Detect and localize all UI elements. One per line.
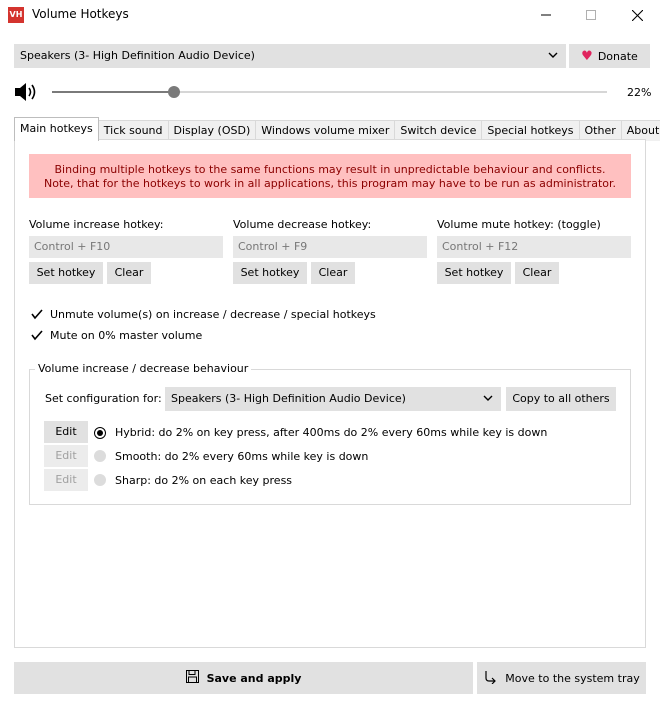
volume-increase-set-hotkey-button[interactable]: Set hotkey	[29, 262, 103, 284]
window-title: Volume Hotkeys	[32, 7, 129, 21]
device-dropdown-value: Speakers (3- High Definition Audio Device)	[20, 49, 255, 62]
volume-increase-clear-button[interactable]: Clear	[107, 262, 151, 284]
config-device-dropdown[interactable]	[165, 387, 501, 411]
hybrid-label: Hybrid: do 2% on key press, after 400ms do 2% every 60ms while key is down	[115, 426, 548, 439]
copy-to-all-others-button[interactable]: Copy to all others	[506, 387, 616, 411]
save-and-apply-button[interactable]	[14, 662, 473, 694]
mute-on-zero-checkbox[interactable]	[30, 328, 202, 342]
tab-windows-volume-mixer[interactable]: Windows volume mixer	[255, 120, 395, 141]
tab-main-hotkeys[interactable]: Main hotkeys	[14, 117, 99, 141]
checkmark-icon	[30, 307, 44, 321]
title-bar	[0, 0, 660, 30]
unmute-on-hotkeys-checkbox[interactable]	[30, 307, 376, 321]
maximize-icon	[586, 10, 596, 20]
minimize-button[interactable]	[523, 0, 569, 30]
edit-hybrid-button[interactable]: Edit	[44, 421, 88, 443]
edit-smooth-button[interactable]: Edit	[44, 445, 88, 467]
maximize-button[interactable]	[568, 0, 614, 30]
close-icon	[632, 10, 643, 21]
tab-special-hotkeys[interactable]: Special hotkeys	[481, 120, 579, 141]
donate-label: Donate	[597, 49, 638, 63]
volume-decrease-hotkey-field[interactable]: Control + F9	[233, 236, 427, 258]
chevron-down-icon	[483, 387, 493, 420]
save-icon	[186, 670, 199, 686]
move-to-tray-label: Move to the system tray	[505, 671, 640, 685]
warning-line-1: Binding multiple hotkeys to the same functions may result in unpredictable behaviour and conflicts.	[54, 163, 606, 176]
volume-mute-set-hotkey-button[interactable]: Set hotkey	[437, 262, 511, 284]
sharp-radio[interactable]	[94, 474, 106, 486]
warning-banner	[29, 154, 631, 198]
volume-decrease-clear-button[interactable]: Clear	[311, 262, 355, 284]
volume-increase-hotkey-field[interactable]: Control + F10	[29, 236, 223, 258]
volume-decrease-set-hotkey-button[interactable]: Set hotkey	[233, 262, 307, 284]
tab-bar	[14, 119, 660, 140]
warning-line-2: Note, that for the hotkeys to work in all applications, this program may have to be run as administrator.	[43, 177, 617, 190]
volume-slider-thumb[interactable]	[168, 86, 180, 98]
smooth-label: Smooth: do 2% every 60ms while key is down	[115, 450, 369, 463]
heart-icon: ♥	[581, 48, 593, 64]
save-and-apply-label: Save and apply	[206, 671, 302, 685]
device-dropdown[interactable]	[14, 44, 566, 68]
smooth-radio[interactable]	[94, 450, 106, 462]
volume-mute-clear-button[interactable]: Clear	[515, 262, 559, 284]
tab-switch-device[interactable]: Switch device	[394, 120, 482, 141]
close-button[interactable]	[614, 0, 660, 30]
edit-sharp-button[interactable]: Edit	[44, 469, 88, 491]
minimize-icon	[541, 10, 551, 20]
config-device-value: Speakers (3- High Definition Audio Device)	[171, 392, 406, 405]
volume-slider-fill	[52, 91, 174, 93]
tab-about[interactable]: About	[621, 120, 660, 141]
move-to-tray-button[interactable]	[477, 662, 646, 694]
volume-increase-label: Volume increase hotkey:	[29, 218, 164, 231]
tab-other[interactable]: Other	[579, 120, 622, 141]
arrow-down-right-icon	[483, 670, 497, 687]
tab-tick-sound[interactable]: Tick sound	[98, 120, 169, 141]
chevron-down-icon	[548, 44, 558, 77]
hybrid-radio[interactable]	[94, 427, 106, 439]
checkmark-icon	[30, 328, 44, 342]
mute-on-zero-label: Mute on 0% master volume	[50, 328, 203, 342]
app-logo-icon: VH	[8, 7, 24, 23]
behaviour-group-title: Volume increase / decrease behaviour	[35, 362, 251, 375]
sharp-label: Sharp: do 2% on each key press	[115, 474, 293, 487]
volume-mute-label: Volume mute hotkey: (toggle)	[437, 218, 601, 231]
config-for-label: Set configuration for:	[45, 392, 162, 405]
tab-display-osd[interactable]: Display (OSD)	[168, 120, 257, 141]
speaker-icon[interactable]	[14, 81, 40, 103]
volume-percent: 22%	[627, 86, 652, 99]
volume-mute-hotkey-field[interactable]: Control + F12	[437, 236, 631, 258]
donate-button[interactable]	[569, 44, 650, 68]
volume-decrease-label: Volume decrease hotkey:	[233, 218, 372, 231]
unmute-on-hotkeys-label: Unmute volume(s) on increase / decrease / special hotkeys	[50, 307, 376, 321]
